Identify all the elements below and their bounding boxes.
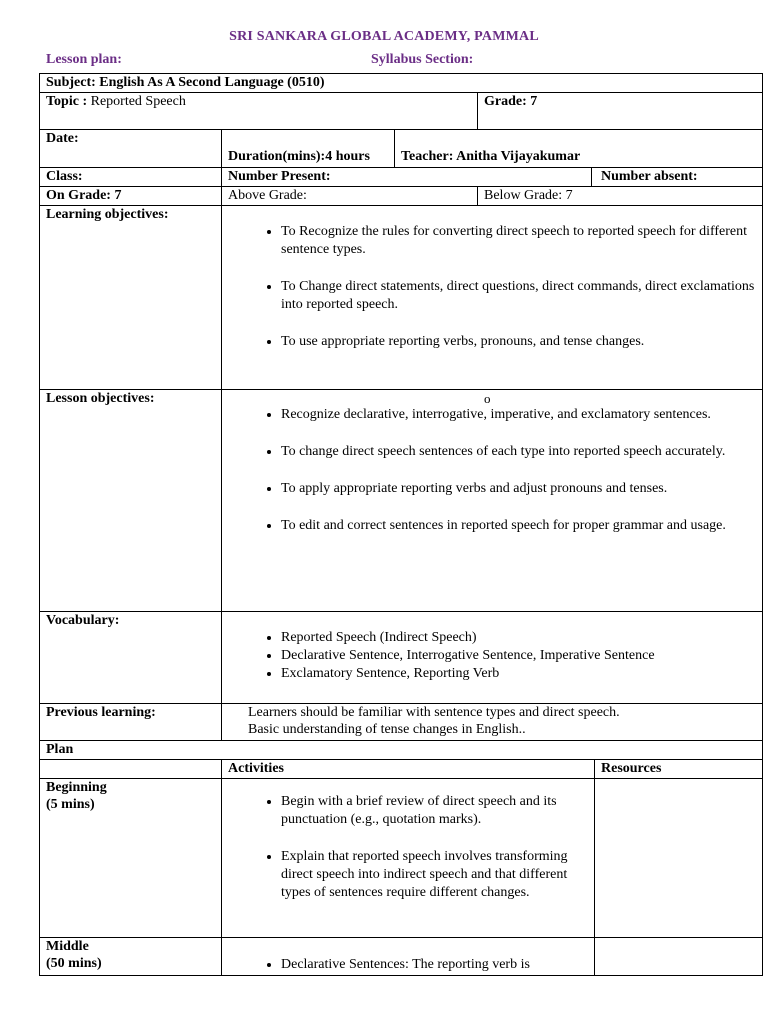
list-item: • To use appropriate reporting verbs, pronouns, and tense changes. (281, 333, 756, 351)
topic-value: Reported Speech (90, 94, 186, 109)
beginning-duration: (5 mins) (46, 797, 95, 812)
list-item: • Declarative Sentence, Interrogative Sentence, Imperative Sentence (281, 647, 756, 665)
list-item: • To Recognize the rules for converting direct speech to reported speech for different sentence types. (281, 223, 756, 259)
plan-blank-cell (40, 760, 222, 779)
beginning-label: Beginning (46, 780, 107, 795)
above-grade-cell: Above Grade: (222, 187, 478, 206)
lesson-plan-label: Lesson plan: (46, 52, 122, 67)
list-item: • Reported Speech (Indirect Speech) (281, 629, 756, 647)
middle-activities-cell (222, 938, 595, 976)
list-item: • Begin with a brief review of direct speech and its punctuation (e.g., quotation marks). (281, 793, 588, 829)
on-grade-cell: On Grade: 7 (40, 187, 222, 206)
list-item: • To Change direct statements, direct questions, direct commands, direct exclamations into reported speech. (281, 278, 756, 314)
list-item: • Explain that reported speech involves transforming direct speech into indirect speech and that different types of sentences require different changes. (281, 848, 588, 902)
learning-objectives-label: Learning objectives: (40, 206, 222, 390)
plan-label: Plan (40, 741, 763, 760)
activities-header: Activities (222, 760, 595, 779)
duration-cell: Duration(mins):4 hours (222, 130, 395, 168)
topic-cell (40, 93, 478, 130)
list-item: • To apply appropriate reporting verbs and adjust pronouns and tenses. (281, 480, 756, 498)
middle-duration: (50 mins) (46, 956, 102, 971)
grade-cell: Grade: 7 (478, 93, 763, 130)
learning-objectives-cell (222, 206, 763, 390)
vocabulary-label: Vocabulary: (40, 612, 222, 704)
vocabulary-list (228, 629, 756, 683)
beginning-activities-cell (222, 779, 595, 938)
list-item: • To edit and correct sentences in reported speech for proper grammar and usage. (281, 517, 756, 535)
lesson-objectives-label: Lesson objectives: (40, 390, 222, 612)
previous-learning-label: Previous learning: (40, 704, 222, 741)
previous-learning-line: Learners should be familiar with sentence types and direct speech. (248, 705, 620, 720)
lesson-objectives-cell (222, 390, 763, 612)
middle-resources-cell (595, 938, 763, 976)
beginning-activities-list (228, 793, 588, 902)
resources-header: Resources (595, 760, 763, 779)
middle-label: Middle (46, 939, 89, 954)
number-absent-label: Number absent: (592, 168, 763, 187)
lesson-objectives-list (228, 406, 756, 535)
school-name: SRI SANKARA GLOBAL ACADEMY, PAMMAL (229, 29, 539, 44)
beginning-cell (40, 779, 222, 938)
list-item: • Exclamatory Sentence, Reporting Verb (281, 665, 756, 683)
lesson-plan-table (39, 73, 763, 976)
previous-learning-cell (222, 704, 763, 741)
list-item: • Declarative Sentences: The reporting verb is (281, 956, 588, 974)
date-label: Date: (40, 130, 222, 168)
learning-objectives-list (228, 223, 756, 351)
list-item: • Recognize declarative, interrogative, imperative, and exclamatory sentences. (281, 406, 756, 424)
previous-learning-line: Basic understanding of tense changes in English.. (248, 722, 526, 737)
syllabus-section-label: Syllabus Section: (371, 52, 474, 67)
list-item: • To change direct speech sentences of each type into reported speech accurately. (281, 443, 756, 461)
number-present-label: Number Present: (222, 168, 592, 187)
lesson-objectives-stub: o (484, 391, 491, 406)
topic-label: Topic : (46, 94, 88, 109)
middle-activities-list (228, 956, 588, 974)
below-grade-cell: Below Grade: 7 (478, 187, 763, 206)
subject-cell: Subject: English As A Second Language (0510) (40, 74, 763, 93)
class-label: Class: (40, 168, 222, 187)
vocabulary-cell (222, 612, 763, 704)
teacher-cell: Teacher: Anitha Vijayakumar (395, 130, 763, 168)
beginning-resources-cell (595, 779, 763, 938)
middle-cell (40, 938, 222, 976)
